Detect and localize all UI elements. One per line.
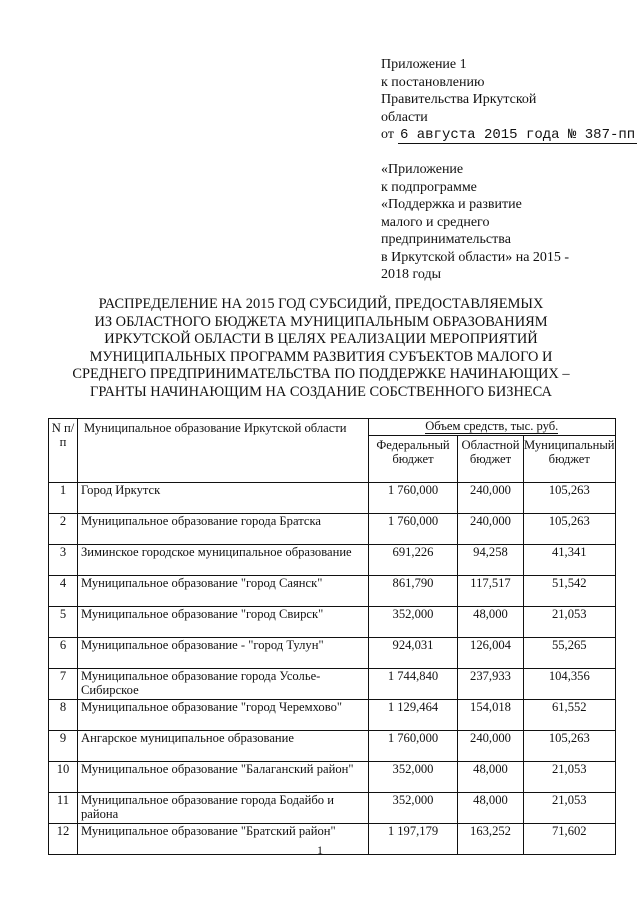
- header-municipal: Муниципальный бюджет: [524, 436, 616, 483]
- row-regional: 94,258: [458, 545, 524, 576]
- title-line: ИРКУТСКОЙ ОБЛАСТИ В ЦЕЛЯХ РЕАЛИЗАЦИИ МЕРОПРИЯТИЙ: [104, 331, 538, 348]
- row-regional: 240,000: [458, 483, 524, 514]
- appendix-line: к постановлению: [381, 74, 485, 90]
- row-federal: 1 760,000: [369, 731, 458, 762]
- row-federal: 1 197,179: [369, 824, 458, 855]
- table-row: [49, 576, 616, 607]
- subprogram-line: «Приложение: [381, 162, 464, 177]
- row-municipality: Город Иркутск: [78, 483, 369, 514]
- row-municipal: 21,053: [524, 762, 616, 793]
- row-federal: 352,000: [369, 793, 458, 824]
- row-municipal: 51,542: [524, 576, 616, 607]
- table-row: [49, 483, 616, 514]
- table-row: [49, 607, 616, 638]
- subprogram-line: к подпрограмме: [381, 179, 477, 195]
- row-municipality: Муниципальное образование "город Саянск": [78, 576, 369, 607]
- header-num: N п/п: [49, 419, 78, 483]
- row-federal: 352,000: [369, 762, 458, 793]
- row-number: 9: [49, 731, 78, 762]
- row-federal: 861,790: [369, 576, 458, 607]
- table-body: [49, 483, 616, 855]
- row-municipality: Муниципальное образование "Братский район": [78, 824, 369, 855]
- title-line: ИЗ ОБЛАСТНОГО БЮДЖЕТА МУНИЦИПАЛЬНЫМ ОБРАЗОВАНИЯМ: [94, 313, 548, 330]
- row-regional: 117,517: [458, 576, 524, 607]
- table-row: [49, 700, 616, 731]
- header-volume-label: Объем средств, тыс. руб.: [425, 419, 559, 433]
- row-municipality: Муниципальное образование "Балаганский район": [78, 762, 369, 793]
- row-number: 4: [49, 576, 78, 607]
- table-row: [49, 514, 616, 545]
- header-municipality: Муниципальное образование Иркутской области: [78, 419, 369, 483]
- row-federal: 1 760,000: [369, 483, 458, 514]
- row-regional: 48,000: [458, 793, 524, 824]
- appendix-line: Приложение 1: [381, 57, 467, 72]
- page-number: 1: [317, 843, 323, 857]
- row-regional: 154,018: [458, 700, 524, 731]
- subprogram-line: малого и среднего: [381, 214, 490, 230]
- row-municipal: 21,053: [524, 793, 616, 824]
- row-municipality: Муниципальное образование "город Черемхово": [78, 700, 369, 731]
- order-prefix: от: [381, 127, 394, 142]
- row-municipal: 105,263: [524, 731, 616, 762]
- order-line: [381, 126, 637, 144]
- document-title: [30, 296, 612, 402]
- row-municipal: 55,265: [524, 638, 616, 669]
- row-federal: 1 129,464: [369, 700, 458, 731]
- table-row: [49, 731, 616, 762]
- row-number: 6: [49, 638, 78, 669]
- row-federal: 924,031: [369, 638, 458, 669]
- row-number: 8: [49, 700, 78, 731]
- appendix-line: области: [381, 109, 428, 125]
- header-regional: Областной бюджет: [458, 436, 524, 483]
- table-row: [49, 669, 616, 700]
- row-number: 2: [49, 514, 78, 545]
- subprogram-line: «Поддержка и развитие: [381, 197, 522, 212]
- row-municipal: 71,602: [524, 824, 616, 855]
- row-regional: 163,252: [458, 824, 524, 855]
- row-municipal: 41,341: [524, 545, 616, 576]
- row-municipal: 104,356: [524, 669, 616, 700]
- row-municipality: Муниципальное образование "город Свирск": [78, 607, 369, 638]
- row-municipal: 105,263: [524, 483, 616, 514]
- subprogram-appendix-block: [381, 161, 611, 284]
- subprogram-line: предпринимательства: [381, 232, 511, 247]
- table-row: [49, 638, 616, 669]
- row-municipal: 105,263: [524, 514, 616, 545]
- title-line: МУНИЦИПАЛЬНЫХ ПРОГРАММ РАЗВИТИЯ СУБЪЕКТОВ МАЛОГО И: [89, 348, 553, 365]
- row-number: 10: [49, 762, 78, 793]
- header-federal: Федеральный бюджет: [369, 436, 458, 483]
- row-regional: 126,004: [458, 638, 524, 669]
- row-regional: 237,933: [458, 669, 524, 700]
- row-number: 7: [49, 669, 78, 700]
- table-row: [49, 545, 616, 576]
- row-number: 11: [49, 793, 78, 824]
- title-line: РАСПРЕДЕЛЕНИЕ НА 2015 ГОД СУБСИДИЙ, ПРЕДОСТАВЛЯЕМЫХ: [98, 296, 544, 312]
- row-regional: 48,000: [458, 607, 524, 638]
- row-number: 1: [49, 483, 78, 514]
- row-municipality: Муниципальное образование города Братска: [78, 514, 369, 545]
- row-municipality: Муниципальное образование города Усолье-Сибирское: [78, 669, 369, 700]
- subprogram-line: 2018 годы: [381, 267, 442, 282]
- row-federal: 352,000: [369, 607, 458, 638]
- row-municipality: Муниципальное образование - "город Тулун": [78, 638, 369, 669]
- row-number: 12: [49, 824, 78, 855]
- table-row: [49, 762, 616, 793]
- row-federal: 1 744,840: [369, 669, 458, 700]
- appendix-line: Правительства Иркутской: [381, 92, 537, 107]
- row-municipal: 61,552: [524, 700, 616, 731]
- title-line: СРЕДНЕГО ПРЕДПРИНИМАТЕЛЬСТВА ПО ПОДДЕРЖКЕ НАЧИНАЮЩИХ –: [72, 366, 570, 383]
- row-federal: 691,226: [369, 545, 458, 576]
- row-regional: 240,000: [458, 731, 524, 762]
- appendix-block: [381, 56, 637, 144]
- row-number: 3: [49, 545, 78, 576]
- header-volume: [369, 419, 616, 436]
- row-federal: 1 760,000: [369, 514, 458, 545]
- title-line: ГРАНТЫ НАЧИНАЮЩИМ НА СОЗДАНИЕ СОБСТВЕННОГО БИЗНЕСА: [90, 383, 552, 400]
- row-regional: 48,000: [458, 762, 524, 793]
- order-number: 6 августа 2015 года № 387-пп: [399, 127, 636, 143]
- subsidy-table: [48, 418, 616, 855]
- table-row: [49, 793, 616, 824]
- row-municipality: Ангарское муниципальное образование: [78, 731, 369, 762]
- subprogram-line: в Иркутской области» на 2015 -: [381, 249, 570, 265]
- row-municipal: 21,053: [524, 607, 616, 638]
- row-number: 5: [49, 607, 78, 638]
- row-municipality: Муниципальное образование города Бодайбо и района: [78, 793, 369, 824]
- row-regional: 240,000: [458, 514, 524, 545]
- row-municipality: Зиминское городское муниципальное образование: [78, 545, 369, 576]
